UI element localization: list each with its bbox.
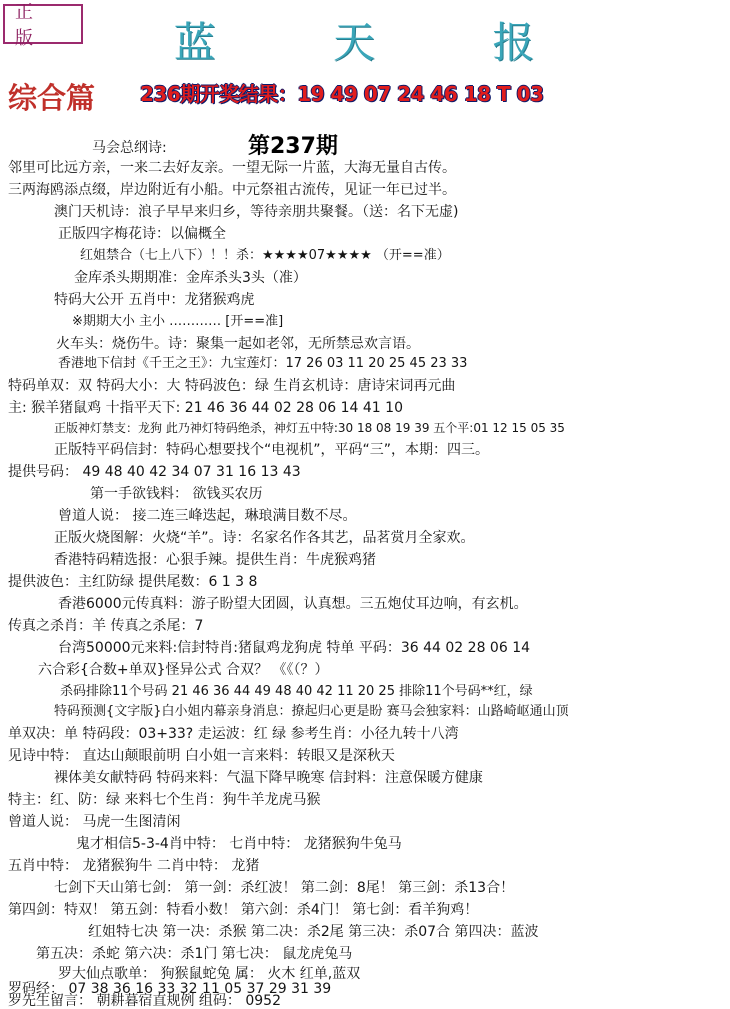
text-line: 单双决：单 特码段：03+33? 走运波：红 绿 参考生肖：小径九转十八湾 [8, 726, 459, 742]
text-line: 提供号码： 49 48 40 42 34 07 31 16 13 43 [8, 464, 301, 480]
text-line: 三两海鸥添点缀，岸边附近有小船。中元祭祖古流传，见证一年已过半。 [8, 182, 456, 198]
text-line: 罗大仙点歌单： 狗猴鼠蛇兔 属： 火木 红单,蓝双 [58, 966, 361, 982]
text-line: 特码大公开 五肖中：龙猪猴鸡虎 [54, 292, 255, 308]
draw-result-banner: 236期开奖结果：19 49 07 24 46 18 T 03 [140, 82, 544, 106]
text-line: 金库杀头期期准：金库杀头3头（准） [74, 270, 307, 286]
text-line: 主: 猴羊猪鼠鸡 十指平天下: 21 46 36 44 02 28 06 14 41 10 [8, 400, 403, 416]
text-line: 第四剑：特双！ 第五剑：特看小数！ 第六剑：杀4门！ 第七剑：看羊狗鸡！ [8, 902, 479, 918]
text-line: 罗码经： 07 38 36 16 33 32 11 05 37 29 31 39 [8, 981, 332, 997]
text-line: 曾道人说： 接二连三峰迭起，琳琅满目数不尽。 [58, 508, 357, 524]
issue-number: 第237期 [248, 134, 338, 159]
text-line: 正版四字梅花诗：以偏概全 [58, 226, 226, 242]
text-line: 红姐特七决 第一决：杀猴 第二决：杀2尾 第三决：杀07合 第四决：蓝波 [88, 924, 539, 940]
text-line: 五肖中特： 龙猪猴狗牛 二肖中特： 龙猪 [8, 858, 260, 874]
authentic-edition-stamp: 正 版 [3, 4, 83, 44]
text-line: 邻里可比远方亲，一来二去好友亲。一望无际一片蓝，大海无量自古传。 [8, 160, 456, 176]
text-line: 特码预测{文字版}白小姐内幕亲身消息：撩起归心更是盼 赛马会独家料：山路崎岖通山顶 [54, 704, 569, 719]
text-line: 正版火烧图解：火烧“羊”。诗：名家名作各其艺，品茗赏月全家欢。 [54, 530, 475, 546]
text-line: 香港6000元传真料：游子盼望大团圆，认真想。三五炮仗耳边响，有玄机。 [58, 596, 528, 612]
text-line: 鬼才相信5-3-4肖中特： 七肖中特： 龙猪猴狗牛兔马 [76, 836, 402, 852]
text-line: 特主：红、防：绿 来料七个生肖：狗牛羊龙虎马猴 [8, 792, 321, 808]
text-line: 红姐禁合（七上八下）！！杀：★★★★07★★★★ （开==准） [80, 248, 450, 263]
text-line: 第一手欲钱料： 欲钱买农历 [90, 486, 263, 502]
text-line: 澳门天机诗：浪子早早来归乡，等待亲朋共聚餐。（送：名下无虚) [54, 204, 459, 220]
text-line: 罗先生留言： 朝耕暮宿直规例 组码： 0952 [8, 993, 281, 1009]
text-line: 香港地下信封《千王之王》：九宝莲灯：17 26 03 11 20 25 45 23 33 [58, 356, 468, 371]
text-line: 六合彩{合数+单双}怪异公式 合双？ 《《（？） [38, 662, 329, 678]
text-line: 提供波色：主红防绿 提供尾数：6 1 3 8 [8, 574, 258, 590]
text-line: 杀码排除11个号码 21 46 36 44 49 48 40 42 11 20 25 排除11个号码**红，绿 [60, 684, 533, 699]
text-line: 香港特码精选报：心狠手辣。提供生肖：牛虎猴鸡猪 [54, 552, 376, 568]
newspaper-masthead: 蓝 天 报 [173, 18, 587, 67]
text-line: 传真之杀肖：羊 传真之杀尾：7 [8, 618, 204, 634]
text-line: 裸体美女献特码 特码来料：气温下降早晚寒 信封料：注意保暖方健康 [54, 770, 483, 786]
text-line: 见诗中特： 直达山颠眼前明 白小姐一言来料：转眼又是深秋天 [8, 748, 395, 764]
text-line: 火车头：烧伤牛。诗：聚集一起如老邻，无所禁忌欢言语。 [56, 336, 420, 352]
section-title: 综合篇 [8, 81, 96, 115]
text-line: 正版神灯禁支：龙狗 此乃神灯特码绝杀，神灯五中特:30 18 08 19 39 五个平:01 12 15 05 35 [54, 421, 565, 435]
text-line: ※期期大小 主小 ………… [开==准] [72, 314, 284, 329]
text-line: 七剑下天山第七剑： 第一剑：杀红波！ 第二剑：8尾！ 第三剑：杀13合！ [54, 880, 515, 896]
text-line: 正版特平码信封：特码心想要找个“电视机”，平码“三”，本期：四三。 [54, 442, 490, 458]
text-line: 马会总纲诗: [92, 140, 167, 156]
text-line: 曾道人说： 马虎一生图清闲 [8, 814, 181, 830]
text-line: 台湾50000元来料:信封特肖:猪鼠鸡龙狗虎 特单 平码：36 44 02 28 06 14 [58, 640, 531, 656]
text-line: 特码单双：双 特码大小：大 特码波色：绿 生肖玄机诗：唐诗宋词再元曲 [8, 378, 456, 394]
text-line: 第五决：杀蛇 第六决：杀1门 第七决： 鼠龙虎兔马 [36, 946, 353, 962]
